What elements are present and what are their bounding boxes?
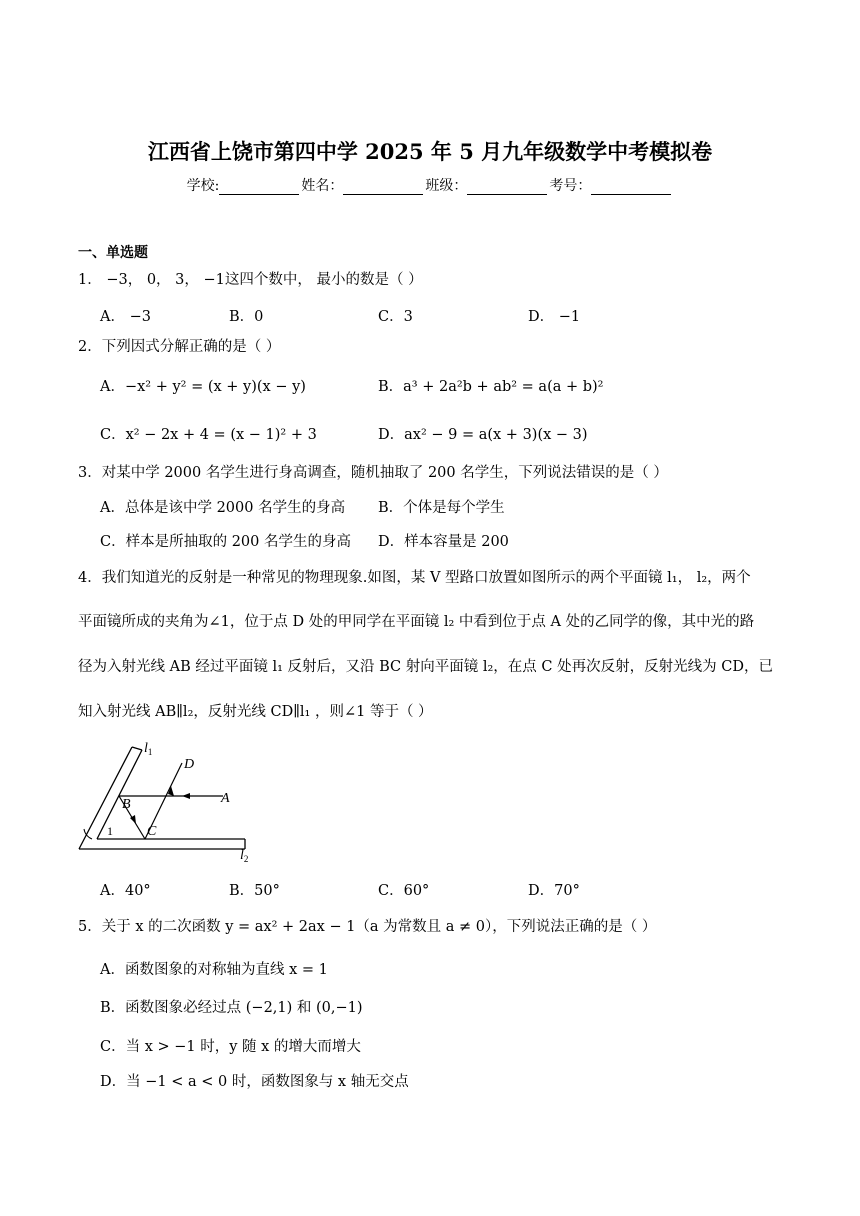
name-label: 姓名： bbox=[301, 178, 344, 194]
question-4-option-d: D．70° bbox=[528, 883, 580, 899]
question-3-option-b: B．个体是每个学生 bbox=[378, 500, 505, 516]
question-2-option-d: D．ax² − 9 = a(x + 3)(x − 3) bbox=[378, 427, 588, 443]
question-4-stem-line-2: 平面镜所成的夹角为∠1，位于点 D 处的甲同学在平面镜 l₂ 中看到位于点 A 处的乙同学的像，其中光的路 bbox=[78, 614, 755, 630]
question-5-option-c: C．当 x > −1 时，y 随 x 的增大而增大 bbox=[100, 1039, 361, 1055]
question-3-option-a: A．总体是该中学 2000 名学生的身高 bbox=[100, 500, 346, 516]
question-2-option-a: A．−x² + y² = (x + y)(x − y) bbox=[100, 379, 306, 395]
exam-no-blank bbox=[591, 180, 671, 195]
label-l1: $l_1$ bbox=[144, 741, 153, 757]
question-1-option-d: D． −1 bbox=[528, 309, 581, 325]
question-4-stem-line-3: 径为入射光线 AB 经过平面镜 l₁ 反射后，又沿 BC 射向平面镜 l₂，在点 C 处再次反射，反射光线为 CD，已 bbox=[78, 659, 773, 675]
question-3-option-c: C．样本是所抽取的 200 名学生的身高 bbox=[100, 534, 351, 550]
section-heading: 一、单选题 bbox=[78, 245, 148, 261]
school-blank bbox=[219, 180, 299, 195]
question-4-option-c: C．60° bbox=[378, 883, 430, 899]
question-1-stem: 1． −3， 0， 3， −1这四个数中， 最小的数是（ ） bbox=[78, 272, 423, 288]
label-b: B bbox=[122, 797, 131, 812]
label-d: D bbox=[184, 757, 195, 772]
class-blank bbox=[467, 180, 547, 195]
question-4-stem-line-4: 知入射光线 AB∥l₂，反射光线 CD∥l₁ ，则∠1 等于（ ） bbox=[78, 704, 433, 720]
class-label: 班级： bbox=[425, 178, 468, 194]
ray-ab-arrow bbox=[182, 793, 190, 799]
question-2-option-b: B．a³ + 2a²b + ab² = a(a + b)² bbox=[378, 379, 604, 395]
student-info-line bbox=[0, 175, 860, 195]
name-blank bbox=[343, 180, 423, 195]
question-4-option-b: B．50° bbox=[229, 883, 280, 899]
question-5-stem: 5．关于 x 的二次函数 y = ax² + 2ax − 1（a 为常数且 a ≠ 0），下列说法正确的是（ ） bbox=[78, 919, 657, 935]
question-2-option-c: C．x² − 2x + 4 = (x − 1)² + 3 bbox=[100, 427, 317, 443]
page-title: 江西省上饶市第四中学 2025 年 5 月九年级数学中考模拟卷 bbox=[147, 139, 713, 164]
question-2-stem: 2．下列因式分解正确的是（ ） bbox=[78, 339, 281, 355]
question-3-stem: 3．对某中学 2000 名学生进行身高调查，随机抽取了 200 名学生，下列说法错误的是（ ） bbox=[78, 465, 668, 481]
mirror-l1-inner bbox=[97, 750, 142, 839]
label-a: A bbox=[221, 791, 230, 806]
question-1-option-c: C．3 bbox=[378, 309, 413, 325]
label-angle-1: 1 bbox=[107, 824, 113, 838]
question-4-option-a: A．40° bbox=[100, 883, 151, 899]
question-1-option-a: A． −3 bbox=[100, 309, 151, 325]
question-5-option-d: D．当 −1 < a < 0 时，函数图象与 x 轴无交点 bbox=[100, 1074, 409, 1090]
question-5-option-a: A．函数图象的对称轴为直线 x = 1 bbox=[100, 962, 328, 978]
label-c: C bbox=[147, 824, 157, 839]
question-3-option-d: D．样本容量是 200 bbox=[378, 534, 509, 550]
reflection-figure bbox=[70, 738, 270, 868]
mirror-l1-cap bbox=[132, 747, 142, 750]
school-label: 学校: bbox=[186, 178, 220, 194]
exam-no-label: 考号： bbox=[549, 178, 592, 194]
label-l2: $l_2$ bbox=[240, 848, 249, 864]
question-4-stem-line-1: 4．我们知道光的反射是一种常见的物理现象.如图，某 V 型路口放置如图所示的两个平面镜 l₁， l₂，两个 bbox=[78, 570, 751, 586]
question-1-option-b: B．0 bbox=[229, 309, 264, 325]
question-5-option-b: B．函数图象必经过点 (−2,1) 和 (0,−1) bbox=[100, 1000, 363, 1016]
